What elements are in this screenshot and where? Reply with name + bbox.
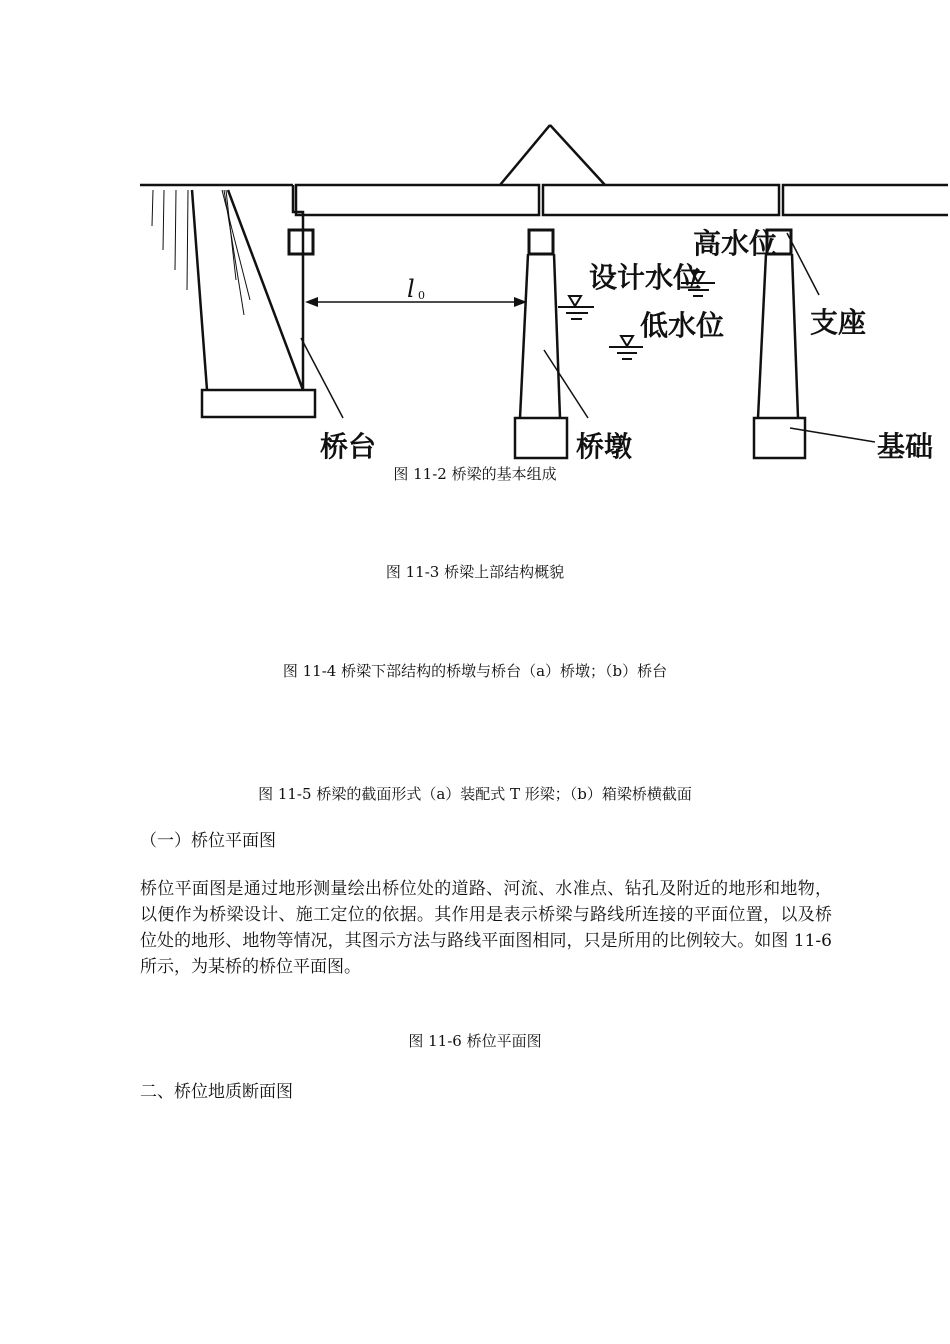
abutment-leader bbox=[301, 338, 343, 418]
abutment-back bbox=[192, 190, 207, 390]
section-heading-geology: 二、桥位地质断面图 bbox=[140, 1082, 293, 1102]
figure-caption-11-5: 图 11-5 桥梁的截面形式（a）装配式 T 形梁；（b）箱梁桥横截面 bbox=[258, 785, 692, 803]
figure-caption-11-4: 图 11-4 桥梁下部结构的桥墩与桥台（a）桥墩；（b）桥台 bbox=[282, 662, 668, 680]
deck-span-2 bbox=[543, 185, 779, 215]
abutment-label: 桥台 bbox=[320, 430, 377, 463]
leader-lines bbox=[301, 233, 875, 442]
foundation-leader bbox=[790, 428, 875, 442]
span-label: l bbox=[407, 275, 415, 303]
deck-span-3 bbox=[783, 185, 948, 215]
span-dimension bbox=[305, 275, 527, 307]
high-water-label: 高水位 bbox=[693, 227, 778, 260]
bearing-abutment bbox=[289, 230, 313, 254]
deck-span-1 bbox=[296, 185, 539, 215]
pier-1-footing bbox=[515, 418, 567, 458]
apex-line-left bbox=[500, 125, 550, 185]
soil-hatch bbox=[187, 190, 188, 290]
bridge-diagram bbox=[0, 0, 950, 470]
pier-1-left-edge bbox=[520, 254, 528, 418]
span-label-subscript: 0 bbox=[418, 289, 425, 302]
bridge-composition-figure bbox=[0, 0, 950, 470]
section-paragraph-bridge-plan: 桥位平面图是通过地形测量绘出桥位处的道路、河流、水准点、钻孔及附近的地形和地物，以便作为桥梁设计、施工定位的依据。其作用是表示桥梁与路线所连接的平面位置，以及桥位处的地形、地物等情况，其图示方法与路线平面图相同，只是所用的比例较大。如图 11-6 所示，为某桥的桥位平面图。 bbox=[140, 879, 832, 977]
apex-line-right bbox=[550, 125, 605, 185]
design-water-triangle bbox=[569, 296, 581, 306]
figure-caption-11-6: 图 11-6 桥位平面图 bbox=[408, 1032, 542, 1050]
abutment-footing bbox=[202, 390, 315, 417]
bearing-pier-1 bbox=[529, 230, 553, 254]
pier-2-footing bbox=[754, 418, 805, 458]
abutment-slope bbox=[228, 190, 303, 390]
soil-hatch bbox=[226, 190, 236, 280]
soil-hatch bbox=[163, 190, 164, 250]
foundation-label: 基础 bbox=[877, 430, 934, 463]
pier-2-left-edge bbox=[758, 254, 766, 418]
low-water-triangle bbox=[621, 336, 633, 346]
pier-label: 桥墩 bbox=[576, 430, 633, 463]
soil-hatch bbox=[175, 190, 176, 270]
low-water-label: 低水位 bbox=[640, 309, 725, 342]
figure-caption-11-3: 图 11-3 桥梁上部结构概貌 bbox=[385, 563, 565, 581]
pier-1 bbox=[515, 230, 567, 458]
superstructure bbox=[140, 125, 948, 215]
section-heading-bridge-plan: （一）桥位平面图 bbox=[140, 831, 276, 851]
soil-hatch bbox=[152, 190, 153, 226]
design-water-label: 设计水位 bbox=[589, 261, 702, 294]
span-arrow-left bbox=[305, 297, 318, 307]
abutment bbox=[152, 185, 315, 417]
pier-leader bbox=[544, 350, 588, 418]
pier-2-right-edge bbox=[792, 254, 798, 418]
pier-2 bbox=[754, 230, 805, 458]
bearing-label: 支座 bbox=[810, 306, 867, 339]
figure-caption-11-2: 图 11-2 桥梁的基本组成 bbox=[393, 465, 557, 483]
pier-1-right-edge bbox=[554, 254, 560, 418]
